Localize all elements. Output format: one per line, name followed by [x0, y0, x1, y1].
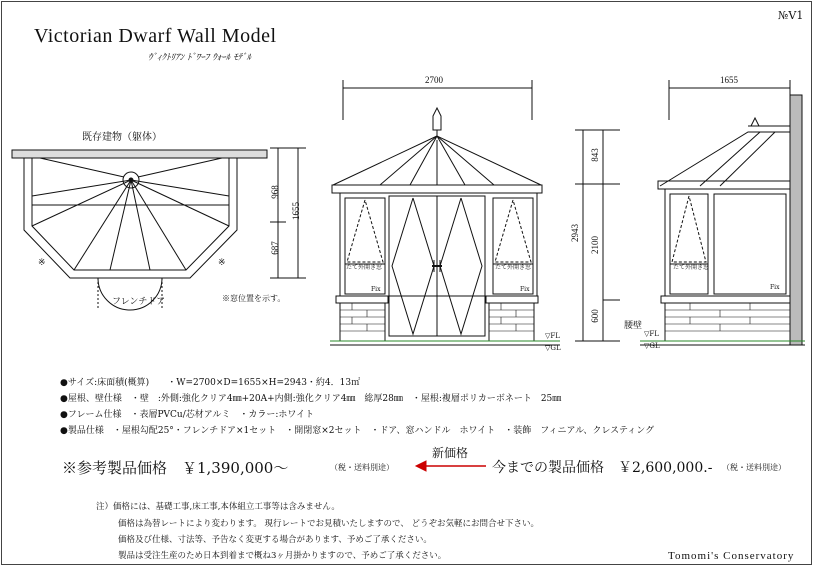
side-dim-depth: 1655: [720, 75, 738, 85]
document-number: №V1: [778, 9, 804, 22]
note-3: 価格及び仕様、寸法等、予告なく変更する場合があります、予めご了承ください。: [118, 535, 432, 545]
front-fix-left: Fix: [371, 286, 381, 293]
front-casement-right: たて外開き窓: [495, 264, 532, 271]
dwarf-wall-label: 腰壁: [624, 321, 643, 331]
spec-roof-wall: ●屋根、壁仕様 ・壁 :外側:強化クリア4㎜+20A+内側:強化クリア4㎜ 総厚28㎜ ・屋根:複層ポリカーボネート 25㎜: [60, 394, 562, 404]
front-fl-marker: ▽FL: [545, 332, 560, 340]
front-dim-2100: 2100: [590, 236, 600, 254]
reference-price: ※参考製品価格 ￥1,390,000〜: [62, 459, 289, 477]
spec-product: ●製品仕様 ・屋根勾配25°・フレンチドア×1セット ・開閉窓×2セット ・ドア、窓ハンドル ホワイト ・装飾 フィニアル、クレスティング: [60, 426, 655, 436]
front-casement-left: たて外開き窓: [346, 264, 383, 271]
note-2: 価格は為替レートにより変わります。 現行レートでお見積いたしますので、 どうぞお気軽にお問合せ下さい。: [118, 519, 540, 529]
window-position-note: ※窓位置を示す。: [222, 294, 286, 303]
side-casement: たて外開き窓: [673, 264, 710, 271]
note-1: 注）価格には、基礎工事,床工事,本体組立工事等は含みません。: [96, 502, 340, 512]
new-price-label: 新価格: [432, 446, 469, 460]
front-elevation-drawing: [330, 80, 620, 345]
plan-dim-968: 968: [269, 185, 280, 199]
note-4: 製品は受注生産のため日本到着まで概ね3ヶ月掛かりますので、予めご了承ください。: [118, 551, 447, 561]
plan-dim-1655: 1655: [291, 202, 301, 220]
plan-asterisk-left: ※: [38, 258, 46, 268]
new-price-arrow: [416, 461, 486, 471]
side-fl-marker: ▽FL: [644, 330, 659, 338]
front-dim-2943: 2943: [570, 224, 580, 242]
front-fix-right: Fix: [520, 286, 530, 293]
page-title-kana: ｳﾞｨｸﾄﾘｱﾝ ﾄﾞﾜｰﾌ ｳｫｰﾙ ﾓﾃﾞﾙ: [148, 53, 252, 63]
side-elevation-drawing: [640, 80, 805, 345]
front-dim-width: 2700: [425, 75, 443, 85]
side-fix: Fix: [770, 284, 780, 291]
front-dim-843: 843: [589, 148, 600, 162]
plan-asterisk-right: ※: [218, 258, 226, 268]
page-title: Victorian Dwarf Wall Model: [34, 25, 277, 47]
front-gl-marker: ▽GL: [545, 344, 561, 352]
plan-dim-687: 687: [269, 241, 280, 255]
spec-frame: ●フレーム仕様 ・表層PVCu/芯材アルミ ・カラー:ホワイト: [60, 410, 315, 420]
reference-price-tax: （税・送料別途）: [330, 463, 394, 472]
previous-price-tax: （税・送料別途）: [722, 463, 786, 472]
brand-name: Tomomi's Conservatory: [668, 550, 795, 562]
plan-view-drawing: [12, 148, 306, 310]
spec-size: ●サイズ:床面積(概算) ・W=2700×D=1655×H=2943・約4．13㎡: [60, 378, 361, 388]
french-door-label: フレンチドア: [112, 297, 166, 307]
front-dim-600: 600: [589, 309, 600, 323]
side-gl-marker: ▽GL: [644, 342, 660, 350]
previous-price: 今までの製品価格 ￥2,600,000.‐: [492, 460, 713, 476]
existing-building-label: 既存建物（躯体）: [82, 132, 162, 143]
